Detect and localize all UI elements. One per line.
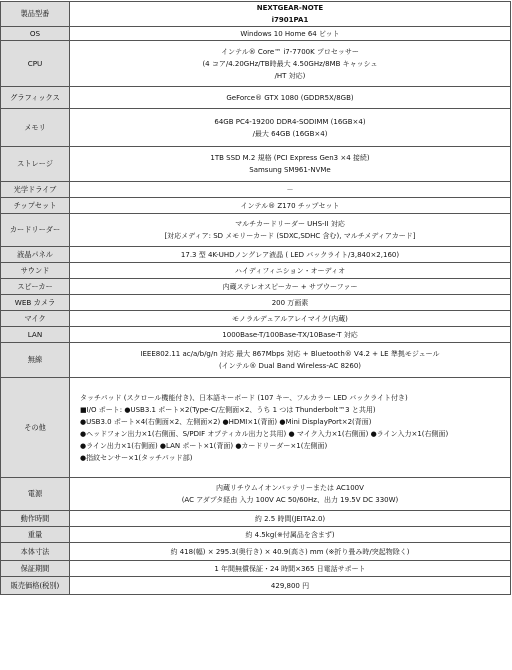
row-value [70, 511, 511, 527]
table-row [1, 295, 511, 311]
row-value-line: 内蔵リチウムイオンバッテリーまたは AC100V [216, 484, 364, 492]
table-row [1, 543, 511, 561]
row-value [70, 343, 511, 378]
row-value [70, 279, 511, 295]
row-value [70, 311, 511, 327]
row-value-line: IEEE802.11 ac/a/b/g/n 対応 最大 867Mbps 対応 + Bluetooth® V4.2 + LE 準拠モジュール [140, 350, 440, 358]
row-value [70, 561, 511, 577]
row-value [70, 41, 511, 87]
row-value-line: [対応メディア: SD メモリーカード (SDXC,SDHC 含む), マルチメディアカード] [164, 232, 416, 240]
row-value [70, 27, 511, 41]
row-label: 無線 [1, 343, 70, 378]
row-value [70, 263, 511, 279]
row-value-line: ●指紋センサー×1(タッチパッド部) [80, 453, 193, 462]
row-label: マイク [1, 311, 70, 327]
row-value-line: 約 2.5 時間(JEITA2.0) [254, 514, 326, 523]
table-row [1, 247, 511, 263]
row-value-line: ●ヘッドフォン出力×1(右側面、S/PDIF オプティカル出力と共用) ● マイク入力×1(右側面) ●ライン入力×1(右側面) [80, 429, 449, 438]
row-value-line: ハイディフィニション・オーディオ [234, 266, 346, 275]
row-label: サウンド [1, 263, 70, 279]
table-row [1, 87, 511, 109]
row-value-line: インテル® Z170 チップセット [240, 201, 340, 210]
row-label: チップセット [1, 198, 70, 214]
row-value-line: 1 年間無償保証・24 時間×365 日電話サポート [214, 564, 366, 573]
table-row [1, 343, 511, 378]
row-label: 保証期間 [1, 561, 70, 577]
row-label: メモリ [1, 109, 70, 147]
model-number [70, 2, 511, 27]
row-value-line: － [286, 185, 294, 194]
row-value-line: タッチパッド (スクロール機能付き)、日本語キーボード (107 キー、フルカラー LED バックライト付き) [80, 393, 408, 402]
row-value [70, 109, 511, 147]
row-value-line: ●USB3.0 ポート×4(右側面×2、左側面×2) ●HDMI×1(背面) ●Mini DisplayPort×2(背面) [80, 417, 372, 426]
table-row [1, 511, 511, 527]
row-value [70, 214, 511, 247]
row-value [70, 87, 511, 109]
row-value [70, 182, 511, 198]
row-value-line: Samsung SM961-NVMe [249, 166, 331, 174]
table-row [1, 577, 511, 595]
row-value-line: 約 418(幅) × 295.3(奥行き) × 40.9(高さ) mm (※折り畳み時/突起物除く) [170, 547, 410, 556]
row-label: 販売価格(税別) [1, 577, 70, 595]
row-label: 本体寸法 [1, 543, 70, 561]
row-label: 製品型番 [1, 2, 70, 27]
row-value-line: /HT 対応) [274, 71, 306, 80]
row-label: 液晶パネル [1, 247, 70, 263]
row-value [70, 327, 511, 343]
row-label: グラフィックス [1, 87, 70, 109]
table-row-model [1, 2, 511, 27]
row-value [70, 247, 511, 263]
row-value-line: 内蔵ステレオスピーカー + サブウーファー [222, 282, 358, 291]
row-label: WEB カメラ [1, 295, 70, 311]
spec-table [0, 1, 511, 595]
row-label: 動作時間 [1, 511, 70, 527]
model-code: i7901PA1 [271, 16, 309, 24]
table-row [1, 279, 511, 295]
row-value [70, 543, 511, 561]
row-label: LAN [1, 327, 70, 343]
row-value-line: 64GB PC4-19200 DDR4-SODIMM (16GB×4) [214, 117, 366, 126]
row-value-line: インテル® Core™ i7-7700K プロセッサー [221, 47, 359, 56]
table-row [1, 378, 511, 478]
table-row [1, 561, 511, 577]
row-label: 光学ドライブ [1, 182, 70, 198]
row-label: 電源 [1, 478, 70, 511]
row-value-line: 17.3 型 4K-UHDノングレア液晶 ( LED バックライト/3,840×2,160) [180, 250, 400, 259]
row-value-line: (AC アダプタ経由 入力 100V AC 50/60Hz、出力 19.5V DC 330W) [181, 496, 399, 504]
spec-table-body [1, 2, 511, 595]
row-value [70, 147, 511, 182]
model-name: NEXTGEAR-NOTE [256, 4, 324, 12]
row-value-line: 1000Base-T/100Base-TX/10Base-T 対応 [222, 330, 358, 339]
row-value [70, 295, 511, 311]
row-value-line: 1TB SSD M.2 規格 (PCI Express Gen3 ×4 接続) [210, 154, 370, 162]
row-value-line: モノラルデュアルアレイマイク(内蔵) [232, 314, 348, 323]
row-value-line: 約 4.5kg(※付属品を含まず) [245, 530, 335, 539]
row-label: カードリーダー [1, 214, 70, 247]
row-label: その他 [1, 378, 70, 478]
row-label: ストレージ [1, 147, 70, 182]
row-value-line: (4 コア/4.20GHz/TB時最大 4.50GHz/8MB キャッシュ [202, 59, 378, 68]
row-value-line: ●ライン出力×1(右側面) ●LAN ポート×1(背面) ●カードリーダー×1(左側面) [80, 441, 328, 450]
row-label: CPU [1, 41, 70, 87]
row-value-line: マルチカードリーダー UHS-II 対応 [235, 220, 345, 228]
row-value-line: 200 万画素 [271, 298, 309, 307]
table-row [1, 109, 511, 147]
row-value [70, 577, 511, 595]
table-row [1, 182, 511, 198]
table-row [1, 263, 511, 279]
row-value [70, 527, 511, 543]
row-value-line: ■I/O ポート: ●USB3.1 ポート×2(Type-C/左側面×2、うち 1 つは Thunderbolt™3 と共用) [80, 405, 376, 414]
row-value-line: /最大 64GB (16GB×4) [252, 129, 328, 138]
table-row [1, 27, 511, 41]
table-row [1, 41, 511, 87]
table-row [1, 147, 511, 182]
row-value [70, 198, 511, 214]
row-label: スピーカー [1, 279, 70, 295]
row-label: 重量 [1, 527, 70, 543]
table-row [1, 214, 511, 247]
table-row [1, 478, 511, 511]
table-row [1, 311, 511, 327]
row-value [70, 378, 511, 478]
table-row [1, 198, 511, 214]
row-value-line: (インテル® Dual Band Wireless-AC 8260) [218, 362, 362, 370]
row-value-line: GeForce® GTX 1080 (GDDR5X/8GB) [226, 93, 354, 102]
table-row [1, 327, 511, 343]
row-value-line: Windows 10 Home 64 ビット [240, 29, 340, 38]
table-row [1, 527, 511, 543]
row-value-line: 429,800 円 [270, 581, 310, 590]
row-value [70, 478, 511, 511]
row-label: OS [1, 27, 70, 41]
